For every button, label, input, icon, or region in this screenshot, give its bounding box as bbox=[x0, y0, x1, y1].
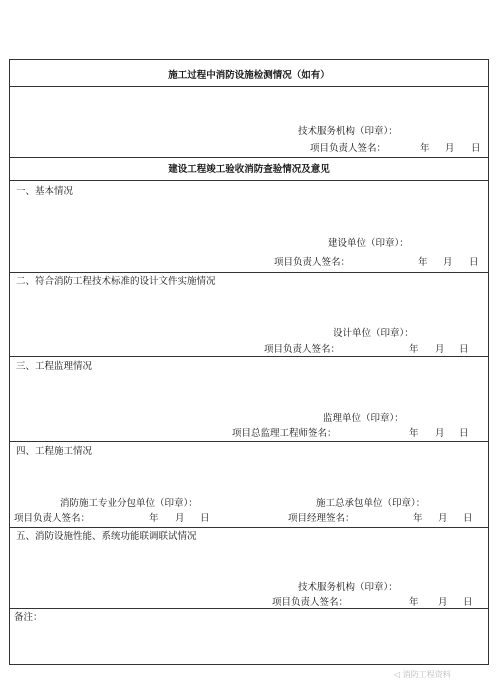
date-year: 年 bbox=[409, 428, 419, 439]
section-supervision: 三、工程监理情况 bbox=[16, 361, 93, 372]
date-day: 日 bbox=[459, 344, 469, 355]
project-lead-sign-label: 项目负责人签名： bbox=[272, 597, 349, 608]
divider bbox=[10, 157, 488, 158]
acceptance-title: 建设工程竣工验收消防查验情况及意见 bbox=[168, 164, 330, 175]
project-lead-sign-label: 项目负责人签名： bbox=[14, 513, 91, 524]
construction-unit-seal-label: 建设单位（印章）： bbox=[328, 238, 409, 249]
tech-service-seal-label: 技术服务机构（印章）： bbox=[298, 126, 398, 137]
design-unit-seal-label: 设计单位（印章）： bbox=[333, 328, 414, 339]
project-lead-sign-label: 项目负责人签名： bbox=[274, 257, 351, 268]
date-year: 年 bbox=[409, 344, 419, 355]
divider bbox=[10, 356, 488, 357]
date-year: 年 bbox=[409, 597, 419, 608]
date-month: 月 bbox=[438, 513, 448, 524]
divider bbox=[10, 441, 488, 442]
section-basic-info: 一、基本情况 bbox=[16, 186, 74, 197]
tech-service-seal-label: 技术服务机构（印章）： bbox=[298, 582, 398, 593]
project-lead-sign-label: 项目负责人签名： bbox=[264, 344, 341, 355]
date-day: 日 bbox=[471, 143, 481, 154]
section-system-testing: 五、消防设施性能、系统功能联调联试情况 bbox=[16, 531, 197, 542]
date-month: 月 bbox=[445, 143, 455, 154]
date-month: 月 bbox=[435, 428, 445, 439]
project-manager-sign-label: 项目经理签名： bbox=[288, 513, 355, 524]
section-design-implementation: 二、符合消防工程技术标准的设计文件实施情况 bbox=[16, 276, 216, 287]
divider bbox=[10, 180, 488, 181]
date-month: 月 bbox=[438, 597, 448, 608]
divider bbox=[10, 608, 488, 609]
date-month: 月 bbox=[435, 344, 445, 355]
date-day: 日 bbox=[459, 428, 469, 439]
general-contractor-seal-label: 施工总承包单位（印章）： bbox=[316, 498, 426, 509]
date-year: 年 bbox=[418, 257, 428, 268]
acceptance-form bbox=[9, 59, 489, 665]
date-day: 日 bbox=[200, 513, 210, 524]
date-year: 年 bbox=[420, 143, 430, 154]
date-month: 月 bbox=[443, 257, 453, 268]
section-construction: 四、工程施工情况 bbox=[16, 446, 93, 457]
process-detection-title: 施工过程中消防设施检测情况（如有） bbox=[168, 70, 330, 81]
date-day: 日 bbox=[463, 597, 473, 608]
chief-engineer-sign-label: 项目总监理工程师签名： bbox=[232, 428, 337, 439]
date-day: 日 bbox=[469, 257, 479, 268]
supervision-unit-seal-label: 监理单位（印章）： bbox=[323, 413, 404, 424]
date-year: 年 bbox=[413, 513, 423, 524]
divider bbox=[10, 272, 488, 273]
divider bbox=[10, 527, 488, 528]
date-day: 日 bbox=[463, 513, 473, 524]
remarks-label: 备注： bbox=[14, 612, 43, 623]
project-lead-sign-label: 项目负责人签名： bbox=[310, 143, 387, 154]
date-month: 月 bbox=[175, 513, 185, 524]
date-year: 年 bbox=[149, 513, 159, 524]
watermark: ◁ 消防工程资料 bbox=[394, 670, 451, 679]
fire-subcontractor-seal-label: 消防施工专业分包单位（印章）： bbox=[60, 498, 198, 509]
divider bbox=[10, 86, 488, 87]
